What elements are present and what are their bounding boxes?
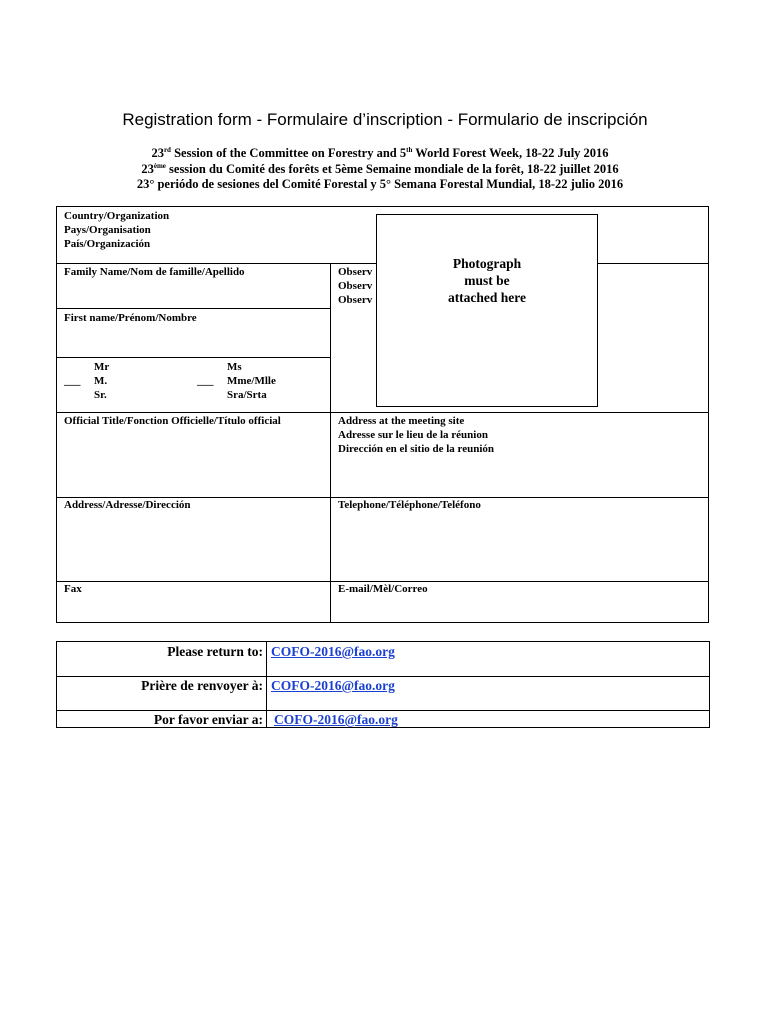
title-options-mr: Mr M. Sr. xyxy=(94,361,110,401)
meeting-address-label[interactable]: Address at the meeting site Adresse sur le lieu de la réunion Dirección en el sitio de la reunión xyxy=(338,415,495,455)
registration-form xyxy=(56,206,709,623)
session-line-es: 23° periódo de sesiones del Comité Forestal y 5° Semana Forestal Mundial, 18-22 julio 2016 xyxy=(136,177,624,191)
address-label[interactable]: Address/Adresse/Dirección xyxy=(64,499,191,511)
form-title: Registration form - Formulaire d’inscription - Formulario de inscripción xyxy=(122,110,648,129)
return-label-en: Please return to: xyxy=(167,644,263,659)
table-line xyxy=(266,642,267,727)
return-email-link[interactable]: COFO-2016@fao.org xyxy=(271,644,395,659)
table-line xyxy=(57,676,709,677)
photo-box[interactable] xyxy=(376,214,598,407)
return-label-fr: Prière de renvoyer à: xyxy=(141,678,263,693)
session-line-fr: 23ème session du Comité des forêts et 5ème Semaine mondiale de la forêt, 18-22 juillet 2016 xyxy=(141,162,619,176)
return-email-link[interactable]: COFO-2016@fao.org xyxy=(271,678,395,693)
grid-line xyxy=(57,357,330,358)
first-name-label[interactable]: First name/Prénom/Nombre xyxy=(64,312,197,324)
title-blank-mr[interactable]: ___ xyxy=(64,375,81,387)
country-label[interactable]: Country/Organization Pays/Organisation País/Organización xyxy=(64,210,170,250)
fax-label[interactable]: Fax xyxy=(64,583,82,595)
official-title-label[interactable]: Official Title/Fonction Officielle/Título official xyxy=(64,415,281,427)
grid-line xyxy=(57,412,709,413)
session-line-en: 23rd Session of the Committee on Forestry and 5th World Forest Week, 18-22 July 2016 xyxy=(151,146,609,160)
grid-line xyxy=(57,308,330,309)
observer-label[interactable]: Observ Observ Observ xyxy=(338,266,373,306)
return-table xyxy=(56,641,710,728)
return-label-es: Por favor enviar a: xyxy=(153,712,263,727)
title-options-ms: Ms Mme/Mlle Sra/Srta xyxy=(227,361,276,401)
table-line xyxy=(57,710,709,711)
telephone-label[interactable]: Telephone/Téléphone/Teléfono xyxy=(338,499,481,511)
grid-line xyxy=(330,263,331,623)
family-name-label[interactable]: Family Name/Nom de famille/Apellido xyxy=(64,266,245,278)
email-label[interactable]: E-mail/Mèl/Correo xyxy=(338,583,428,595)
photo-instruction: Photograph must be attached here xyxy=(447,256,527,305)
title-blank-ms[interactable]: ___ xyxy=(197,375,214,387)
return-email-link[interactable]: COFO-2016@fao.org xyxy=(274,712,398,727)
